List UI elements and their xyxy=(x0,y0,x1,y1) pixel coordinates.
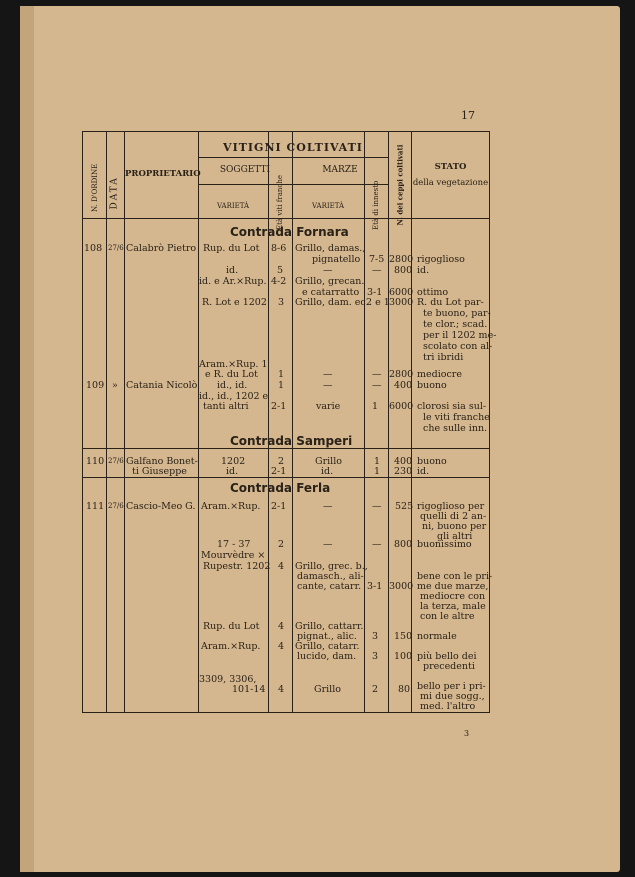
marza-variety: damasch., ali- xyxy=(297,571,364,582)
stato: per il 1202 me- xyxy=(423,330,497,341)
marza-variety: lucido, dam. xyxy=(297,651,357,662)
stato: che sulle inn. xyxy=(423,423,488,434)
soggetto-variety: Rup. du Lot xyxy=(203,243,260,254)
eta-viti: 4-2 xyxy=(271,276,287,287)
signature-mark: 3 xyxy=(464,729,470,738)
eta-innesto: — xyxy=(372,501,382,512)
stato: più bello dei xyxy=(417,651,477,662)
order-number: 108 xyxy=(84,243,103,254)
stato: ni, buono per xyxy=(422,521,487,532)
marza-variety: Grillo xyxy=(315,456,342,467)
header-proprietario: PROPRIETARIO xyxy=(125,169,201,179)
header-data: DATA xyxy=(109,176,120,210)
header-eta-viti: Età viti franche xyxy=(276,175,284,230)
stato: clorosi sia sul- xyxy=(417,401,487,412)
marza-variety: Grillo, grecan. xyxy=(295,276,365,287)
ceppi-count: 230 xyxy=(394,466,413,477)
stato: bello per i pri- xyxy=(417,681,486,692)
stato: precedenti xyxy=(423,661,475,672)
stato: te buono, par- xyxy=(423,308,491,319)
soggetto-variety: id., id., 1202 e xyxy=(199,391,269,402)
owner: Cascio-Meo G. xyxy=(126,501,196,512)
stato: buono xyxy=(417,380,447,391)
section-fornara: Contrada Fornara xyxy=(230,225,349,239)
ceppi-count: 525 xyxy=(395,501,414,512)
eta-innesto: — xyxy=(372,369,382,380)
owner: Galfano Bonet- xyxy=(126,456,198,467)
soggetto-variety: Aram.⨯Rup. 1 xyxy=(199,359,268,370)
ceppi-count: 400 xyxy=(394,380,413,391)
soggetto-variety: Aram.⨯Rup. xyxy=(201,641,261,652)
marza-variety: Grillo, dam. ec. xyxy=(295,297,369,308)
marza-variety: cante, catarr. xyxy=(297,581,362,592)
ceppi-count: 2800 xyxy=(389,254,414,265)
soggetto-variety: id. e Ar.⨯Rup. xyxy=(199,276,267,287)
eta-viti: 4 xyxy=(278,684,285,695)
eta-viti: 2 xyxy=(278,456,285,467)
stato: buono xyxy=(417,456,447,467)
soggetto-variety: id. xyxy=(226,265,239,276)
eta-innesto: 3 xyxy=(372,651,379,662)
stato: id. xyxy=(417,265,430,276)
header-ordine: N. D'ORDINE xyxy=(91,163,99,212)
stato: le viti franche xyxy=(423,412,490,423)
stato: rigoglioso xyxy=(417,254,465,265)
stato: R. du Lot par- xyxy=(417,297,484,308)
soggetto-variety: R. Lot e 1202 xyxy=(202,297,267,308)
date: 27/6 xyxy=(108,244,124,252)
soggetto-variety: Aram.⨯Rup. xyxy=(201,501,261,512)
eta-viti: 1 xyxy=(278,380,285,391)
marza-variety: Grillo, damas., xyxy=(295,243,366,254)
eta-viti: 8-6 xyxy=(271,243,287,254)
ceppi-count: 3000 xyxy=(389,297,414,308)
owner: Catania Nicolò xyxy=(126,380,198,391)
marza-variety: — xyxy=(323,501,333,512)
date: 27/6 xyxy=(108,457,124,465)
stato: bene con le pri- xyxy=(417,571,493,582)
header-bottom-rule xyxy=(82,218,490,219)
soggetto-variety: id., id. xyxy=(217,380,248,391)
ceppi-count: 6000 xyxy=(389,401,414,412)
header-eta-innesto: Età di innesto xyxy=(372,180,380,230)
eta-innesto: 3-1 xyxy=(367,581,383,592)
marza-variety: Grillo, grec. b., xyxy=(295,561,368,572)
header-soggetti: SOGGETTI xyxy=(219,165,271,175)
ceppi-count: 3000 xyxy=(389,581,414,592)
stato: rigoglioso per xyxy=(417,501,485,512)
stato: mediocre xyxy=(417,369,462,380)
eta-innesto: 7-5 xyxy=(369,254,385,265)
owner: ti Giuseppe xyxy=(132,466,187,477)
eta-innesto: 1 xyxy=(374,466,381,477)
eta-innesto: 3 xyxy=(372,631,379,642)
soggetto-variety: id. xyxy=(226,466,239,477)
marza-variety: varie xyxy=(316,401,341,412)
header-vitigni: VITIGNI COLTIVATI xyxy=(223,141,363,154)
stato: gli altri xyxy=(437,531,473,542)
header-varieta-soggetti: VARIETÀ xyxy=(216,202,250,210)
marza-variety: — xyxy=(323,539,333,550)
stato: med. l'altro xyxy=(420,701,476,712)
header-stato: STATO xyxy=(434,162,467,172)
eta-viti: 2-1 xyxy=(271,501,287,512)
date: » xyxy=(112,380,118,391)
soggetto-variety: Rup. du Lot xyxy=(203,621,260,632)
soggetto-variety: e R. du Lot xyxy=(205,369,258,380)
stato: normale xyxy=(417,631,457,642)
eta-innesto: — xyxy=(372,380,382,391)
page-gutter xyxy=(20,6,34,872)
stato: id. xyxy=(417,466,430,477)
date: 27/6 xyxy=(108,502,124,510)
stato: scolato con al- xyxy=(423,341,493,352)
eta-viti: 2-1 xyxy=(271,466,287,477)
stato: me due marze, xyxy=(417,581,489,592)
row-rule xyxy=(82,448,490,449)
stato: quelli di 2 an- xyxy=(420,511,487,522)
header-rule xyxy=(198,184,388,185)
eta-innesto: 2 xyxy=(372,684,379,695)
eta-innesto: — xyxy=(372,539,382,550)
eta-innesto: 3-1 xyxy=(367,287,383,298)
marza-variety: Grillo, cattarr. xyxy=(295,621,364,632)
marza-variety: — xyxy=(323,369,333,380)
soggetto-variety: 101-14 xyxy=(232,684,266,695)
stato: ottimo xyxy=(417,287,449,298)
eta-innesto: 1 xyxy=(374,456,381,467)
eta-viti: 4 xyxy=(278,641,285,652)
marza-variety: pignat., alic. xyxy=(297,631,357,642)
header-marze: MARZE xyxy=(322,165,358,175)
marza-variety: pignatello xyxy=(312,254,361,265)
order-number: 111 xyxy=(86,501,105,512)
soggetto-variety: 17 - 37 xyxy=(217,539,251,550)
soggetto-variety: Mourvèdre ⨯ xyxy=(201,550,266,561)
ceppi-count: 80 xyxy=(398,684,411,695)
section-ferla: Contrada Ferla xyxy=(230,481,331,495)
row-rule xyxy=(82,477,490,478)
ceppi-count: 800 xyxy=(394,539,413,550)
header-varieta-marze: VARIETÀ xyxy=(311,202,345,210)
eta-innesto: — xyxy=(372,265,382,276)
marza-variety: e catarratto xyxy=(302,287,360,298)
header-rule xyxy=(198,157,388,158)
marza-variety: — xyxy=(323,380,333,391)
owner: Calabrò Pietro xyxy=(126,243,197,254)
header-stato-sub: della vegetazione xyxy=(412,178,489,188)
stato: mediocre con xyxy=(420,591,486,602)
order-number: 109 xyxy=(86,380,105,391)
marza-variety: id. xyxy=(321,466,334,477)
page-number: 17 xyxy=(461,109,475,122)
section-samperi: Contrada Samperi xyxy=(230,434,353,448)
header-ceppi: N. dei ceppi coltivati xyxy=(395,144,405,226)
eta-viti: 1 xyxy=(278,369,285,380)
ceppi-count: 100 xyxy=(394,651,413,662)
soggetto-variety: 1202 xyxy=(221,456,246,467)
eta-innesto: 1 xyxy=(372,401,379,412)
ceppi-count: 800 xyxy=(394,265,413,276)
eta-viti: 2-1 xyxy=(271,401,287,412)
ceppi-count: 2800 xyxy=(389,369,414,380)
stato: te clor.; scad. xyxy=(423,319,488,330)
eta-viti: 2 xyxy=(278,539,285,550)
marza-variety: Grillo xyxy=(314,684,341,695)
ceppi-count: 6000 xyxy=(389,287,414,298)
eta-viti: 5 xyxy=(277,265,284,276)
eta-innesto: 2 e 1 xyxy=(366,297,390,308)
soggetto-variety: tanti altri xyxy=(203,401,249,412)
stato: mi due sogg., xyxy=(420,691,485,702)
eta-viti: 4 xyxy=(278,621,285,632)
stato: la terza, male xyxy=(420,601,486,612)
ceppi-count: 400 xyxy=(394,456,413,467)
stato: buonissimo xyxy=(417,539,472,550)
order-number: 110 xyxy=(86,456,105,467)
stato: con le altre xyxy=(420,611,475,622)
soggetto-variety: 3309, 3306, xyxy=(199,674,257,685)
eta-viti: 4 xyxy=(278,561,285,572)
eta-viti: 3 xyxy=(278,297,285,308)
stato: tri ibridi xyxy=(423,352,464,363)
ceppi-count: 150 xyxy=(394,631,413,642)
soggetto-variety: Rupestr. 1202 xyxy=(203,561,271,572)
marza-variety: — xyxy=(323,265,333,276)
marza-variety: Grillo, catarr. xyxy=(295,641,360,652)
